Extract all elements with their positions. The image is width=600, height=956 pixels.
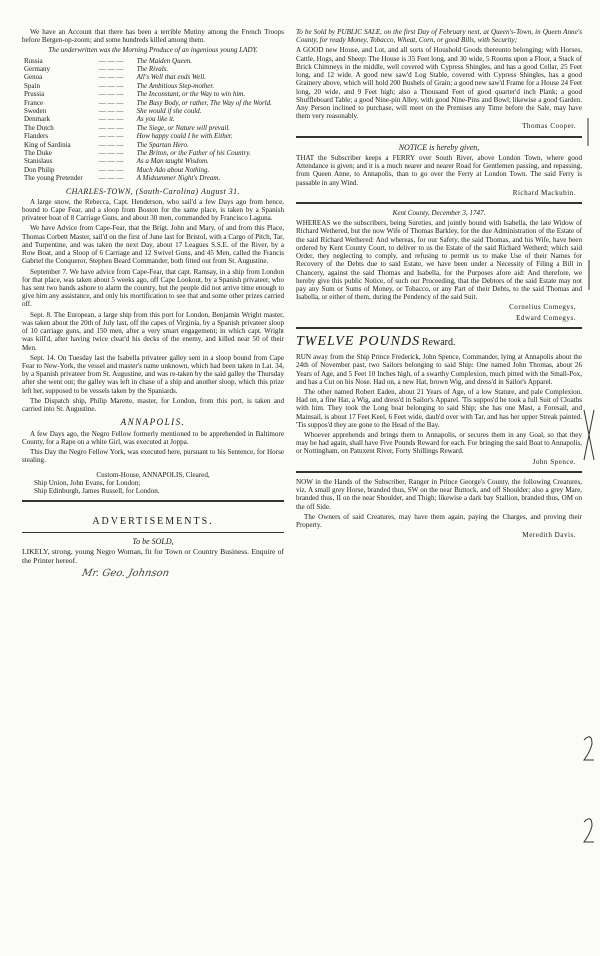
- poem-row: [22, 166, 284, 174]
- divider: [22, 500, 284, 502]
- poem-country: King of Sardinia: [24, 140, 71, 149]
- poem-play: The Inconstant, or the Way to win him.: [136, 90, 246, 99]
- poem-heading: The underwritten was the Morning Produce of an ingenious young LADY.: [48, 46, 258, 55]
- charlestown-paragraph-5: Sept. 14. On Tuesday last the Isabella privateer galley sent in a sloop bound from Cape Fear to New-York, the vessel and master's name unknown, which had been taken in Lat. 34, by a Spanish privateer from St. Augustine, and was re-taken by the said galley the Thursday after she went out; the galley was left in chase of a ship and another sloop, which this prize left her, supposed to be vessels taken by the Spaniards.: [22, 353, 284, 395]
- poem-play: As a Man taught Wisdom.: [136, 157, 209, 166]
- divider: [296, 202, 582, 204]
- reward-word: Reward.: [421, 336, 456, 348]
- charlestown-paragraph-4: Sept. 8. The European, a large ship from this port for London, Benjamin Wright master, was taken about the 20th of July last, off the capes of Virginia, by a Spanish privateer sloop of 10 carriage guns, and 150 men, after a very smart engagement; in which capt. Wright was kill'd, after having twice clear'd his decks of the enemy, and killed near 50 of their Men.: [22, 310, 284, 352]
- charlestown-paragraph-2: We have Advice from Cape-Fear, that the Brigt. John and Mary, of and from this Place, Thomas Corbett Master, sail'd on the first of June last for Bristol, with a Cargo of Pitch, Tar, and Turpentine, and was taken the next Day, about 17 Leagues S.S.E. of the River, by a Row Boat, and a Sloop of 6 Carriage and 12 Swivel Guns, and 45 Men, called the Francis Gabriel the Conqueror, Stephen Beard Commander, both fitted out from St. Augustine.: [22, 224, 284, 266]
- poem-play: She would if she could.: [136, 107, 202, 115]
- poem-row: [22, 99, 284, 107]
- poem-play: The Siege, or Nature will prevail.: [136, 123, 231, 132]
- poem-play: The Busy Body, or rather, The Way of the World.: [136, 98, 272, 107]
- pen-mark: [584, 737, 594, 760]
- poem-dash: — — —: [98, 81, 124, 90]
- poem-play: Much Ado about Nothing.: [136, 165, 210, 174]
- customs-heading: Custom-House, ANNAPOLIS, Cleared,: [96, 470, 210, 479]
- charlestown-paragraph-3: September 7. We have advice from Cape-Fear, that capt. Ramsay, in a ship from London for that place, was taken about 5 weeks ago, off Cape Lookout, by a Spanish privateer, who has sent two hands ashore to alarm the country, but the people did not arrive time enough to give him any assistance, and only his mortification to see that and some other prizes carried off.: [22, 267, 284, 309]
- sale-text: A GOOD new House, and Lot, and all sorts of Houshold Goods thereunto belonging; with Horses, Cattle, Hogs, and Sheep: The House is 35 Feet long, and 30 wide, 5 Rooms upon a Floor, a Stack of Brick Chimneys in the middle, well covered with Cypress Shingles, and has a good Cellar, 25 Feet long, and 12 wide. A good new saw'd Log Stable, covered with Cypress Shingles, has a good Grainery above, which will hold 200 Bushels of Grain; a good new saw'd Frame for a House 24 Feet long, 20 wide, and 9 Feet high; also a Thousand Feet of good quarter'd inch Plank; a good Shuffleboard Table; a good Nine-pin Alley, with good Nine-Pins and Bowl; likewise a good Garden. Any Person inclined to purchase, will meet on the Premises any Time before the Sale, may have them very reasonably.: [296, 46, 582, 121]
- poem-row: [22, 174, 284, 182]
- poem-row: [22, 157, 284, 165]
- sale-signature: Thomas Cooper.: [522, 122, 576, 131]
- poem-table: [22, 57, 284, 183]
- poem-row: [22, 141, 284, 149]
- advertisements-heading: ADVERTISEMENTS.: [92, 516, 214, 528]
- poem-country: The young Pretender: [24, 174, 83, 183]
- reward-title-line: [296, 334, 582, 350]
- to-be-sold-text: LIKELY, strong, young Negro Woman, fit for Town or Country Business. Enquire of the Printer hereof.: [22, 547, 284, 565]
- poem-dash: — — —: [98, 56, 124, 65]
- poem-row: [22, 149, 284, 157]
- divider: [296, 471, 582, 473]
- handwritten-signature: Mr. Geo. Johnson: [80, 567, 171, 579]
- notice-text: THAT the Subscriber keeps a FERRY over South River, above London Town, where good Attendance is given; and it is a much nearer and nearer Road for Gentlemen passing, and repassing, from Queen Anne, to Annapolis, than to go over the Ferry at London Town. The said Ferry is passable in any Wind.: [296, 153, 582, 187]
- poem-row: [22, 107, 284, 115]
- notice-heading: NOTICE is hereby given,: [398, 142, 480, 152]
- divider: [296, 327, 582, 329]
- poem-dash: — — —: [98, 174, 124, 183]
- divider: [296, 136, 582, 138]
- reward-signature: John Spence.: [532, 457, 576, 466]
- reward-paragraph-3: Whoever apprehends and brings them to Annapolis, or secures them in any Goal, so that they may be had again, shall have Five Pounds Reward for each. For bringing the said Boat to Annapolis, or Nottingham, on Patuxent River, Forty Shillings Reward.: [296, 431, 582, 456]
- reward-paragraph-2: The other named Robert Eaden, about 21 Years of Age, of a low Stature, and pale Complexion. Had on, a fine Hat, a Wig, and dress'd in Sailor's Apparel. 'Tis suppos'd he took a full Suit of Cloaths with him. They took the Long boat belonging to said Ship; she has one Mast, a Foresail, and Mainsail, is about 17 Feet Keel, 6 Feet wide, daub'd over with Tar, and has her upper Streak painted. 'Tis suppos'd they are gone to the Head of the Bay.: [296, 387, 582, 429]
- poem-country: Prussia: [24, 90, 45, 99]
- poem-play: The Ambitious Step-mother.: [136, 81, 215, 90]
- poem-dash: — — —: [98, 148, 124, 157]
- poem-country: Flanders: [24, 132, 49, 141]
- poem-dash: — — —: [98, 90, 124, 99]
- kent-signature-1: Cornelius Comegys,: [509, 303, 576, 312]
- poem-country: Germany: [24, 65, 51, 74]
- poem-dash: — — —: [98, 132, 124, 141]
- ranger-text-2: The Owners of said Creatures, may have them again, paying the Charges, and proving their Property.: [296, 512, 582, 529]
- customs-line: Ship Edinburgh, James Russell, for London.: [34, 487, 160, 495]
- poem-play: The Spartan Hero.: [136, 140, 189, 149]
- poem-dash: — — —: [98, 157, 124, 166]
- poem-dash: — — —: [98, 165, 124, 174]
- poem-row: [22, 90, 284, 98]
- divider: [22, 532, 284, 533]
- reward-title: TWELVE POUNDS: [296, 333, 421, 349]
- left-column: [22, 28, 284, 581]
- poem-dash: — — —: [98, 73, 124, 82]
- poem-play: How happy could I be with Either.: [136, 132, 233, 141]
- poem-dash: — — —: [98, 107, 124, 115]
- sale-heading: To be Sold by PUBLIC SALE, on the first Day of February next, at Queen's-Town, in Queen Anne's County, for ready Money, Tobacco, Wheat, Corn, or good Bills, with Security;: [296, 28, 582, 45]
- reward-paragraph-1: RUN away from the Ship Prince Frederick, John Spence, Commander, lying at Annapolis about the 24th of November past, two Sailors belonging to said Ship: One named John Thomas, about 26 Years of Age, and 5 Feet 10 Inches high, of a swarthy Complexion, much pitted with the Small-Pox, and has a Cut on his Nose. Had on, a new Hat, brown Wig, and dress'd in Sailor's Apparel.: [296, 353, 582, 386]
- poem-country: Stanislaus: [24, 157, 53, 166]
- charlestown-paragraph-6: The Dispatch ship, Philip Marette, master, for London, from this port, is taken and carried into St. Augustine.: [22, 396, 284, 414]
- poem-row: [22, 73, 284, 81]
- customs-line: Ship Union, John Evans, for London;: [34, 478, 141, 487]
- poem-play: The Briton, or the Father of his Country.: [136, 148, 251, 157]
- charlestown-paragraph-1: A large snow, the Rebecca, Capt. Henderson, who sail'd a few Days ago from hence, bound to Cape Fear, and a sloop from Boston for the same place, is taken by a Spanish privateer boat of 8 Carriage Guns, and about 30 men, commanded by Francisco Laguna.: [22, 197, 284, 223]
- poem-row: [22, 82, 284, 90]
- margin-annotations: [580, 0, 600, 956]
- kent-text: WHEREAS we the subscribers, being Sureties, and jointly bound with Isabella, the late Widow of Richard Wethered, but the now Wife of Thomas Barkley, for the due Administration of the Estate of the said Richard Wethered: And whereas, for our Safety, the said Thomas, and his Wife, have been ordered by Kent County Court, to deliver to us the Estate of the said Richard Wetherd; which said Order, they neglecting to comply, and refusing to permit us to make Use of their Names for Recovery of the Debts due to said Estate, we have been under a Necessity of Filing a Bill in Chancery, against the said Thomas and Isabella, for the Purposes afore aid: And therefore, we hereby give this public Notice, of such our Proceeding, that the Debtors of the said Estate may not pay any Sum or Sums of Money, or Tobacco, or any Part of their Debts, to the said Thomas and Isabella, or either of them, during the Pendency of the said Suit.: [296, 219, 582, 302]
- poem-country: Spain: [24, 81, 40, 90]
- right-column: [296, 28, 582, 541]
- pen-mark: [584, 819, 594, 842]
- poem-country: Don Philip: [24, 165, 55, 174]
- annapolis-dateline: ANNAPOLIS.: [120, 417, 186, 428]
- poem-row: [22, 124, 284, 132]
- kent-dateline: Kent County, December 3, 1747.: [392, 208, 486, 217]
- poem-row: [22, 132, 284, 140]
- poem-country: Genoa: [24, 73, 43, 82]
- poem-dash: — — —: [98, 98, 124, 107]
- notice-signature: Richard Mackubin.: [512, 188, 576, 197]
- poem-dash: — — —: [98, 140, 124, 149]
- poem-country: The Dutch: [24, 123, 54, 132]
- poem-dash: — — —: [98, 123, 124, 132]
- ranger-text: NOW in the Hands of the Subscriber, Ranger in Prince George's County, the following Creatures, viz. A small grey Horse, branded thus, SW on the near Buttock, and off Shoulder; also a grey Mare, branded thus, II on the near Shoulder, and Thigh; likewise a dark bay Stallion, branded thus, OM on the off Side.: [296, 477, 582, 511]
- annapolis-paragraph-1: A few Days ago, the Negro Fellow formerly mentioned to be apprehended in Baltimore County, for a Rape on a white Girl, was executed at Joppa.: [22, 429, 284, 446]
- customs-list: [22, 471, 284, 496]
- poem-play: A Midsummer Night's Dream.: [136, 174, 221, 183]
- ranger-signature: Meredith Davis.: [522, 531, 576, 540]
- annapolis-paragraph-2: This Day the Negro Fellow York, was executed here, pursuant to his Sentence, for Horse stealing.: [22, 448, 284, 465]
- charlestown-dateline: CHARLES-TOWN, (South-Carolina) August 31.: [65, 186, 241, 196]
- poem-country: Russia: [24, 56, 43, 65]
- poem-play: The Maiden Queen.: [136, 56, 193, 65]
- poem-country: Sweden: [24, 107, 47, 115]
- poem-play: The Rivals.: [136, 65, 169, 74]
- to-be-sold-heading: To be SOLD,: [132, 536, 174, 546]
- poem-row: [22, 57, 284, 65]
- poem-row: [22, 65, 284, 73]
- poem-dash: — — —: [98, 65, 124, 74]
- poem-country: Denmark: [24, 115, 51, 124]
- poem-row: [22, 115, 284, 123]
- poem-country: The Duke: [24, 148, 52, 157]
- mutiny-paragraph: We have an Account that there has been a terrible Mutiny among the French Troops before Bergen-op-zoom; and some hundreds killed among them.: [22, 28, 284, 45]
- poem-dash: — — —: [98, 115, 124, 124]
- poem-country: France: [24, 98, 44, 107]
- poem-play: All's Well that ends Well.: [136, 73, 206, 82]
- poem-play: As you like it.: [136, 115, 175, 124]
- kent-signature-2: Edward Comegys.: [516, 313, 576, 322]
